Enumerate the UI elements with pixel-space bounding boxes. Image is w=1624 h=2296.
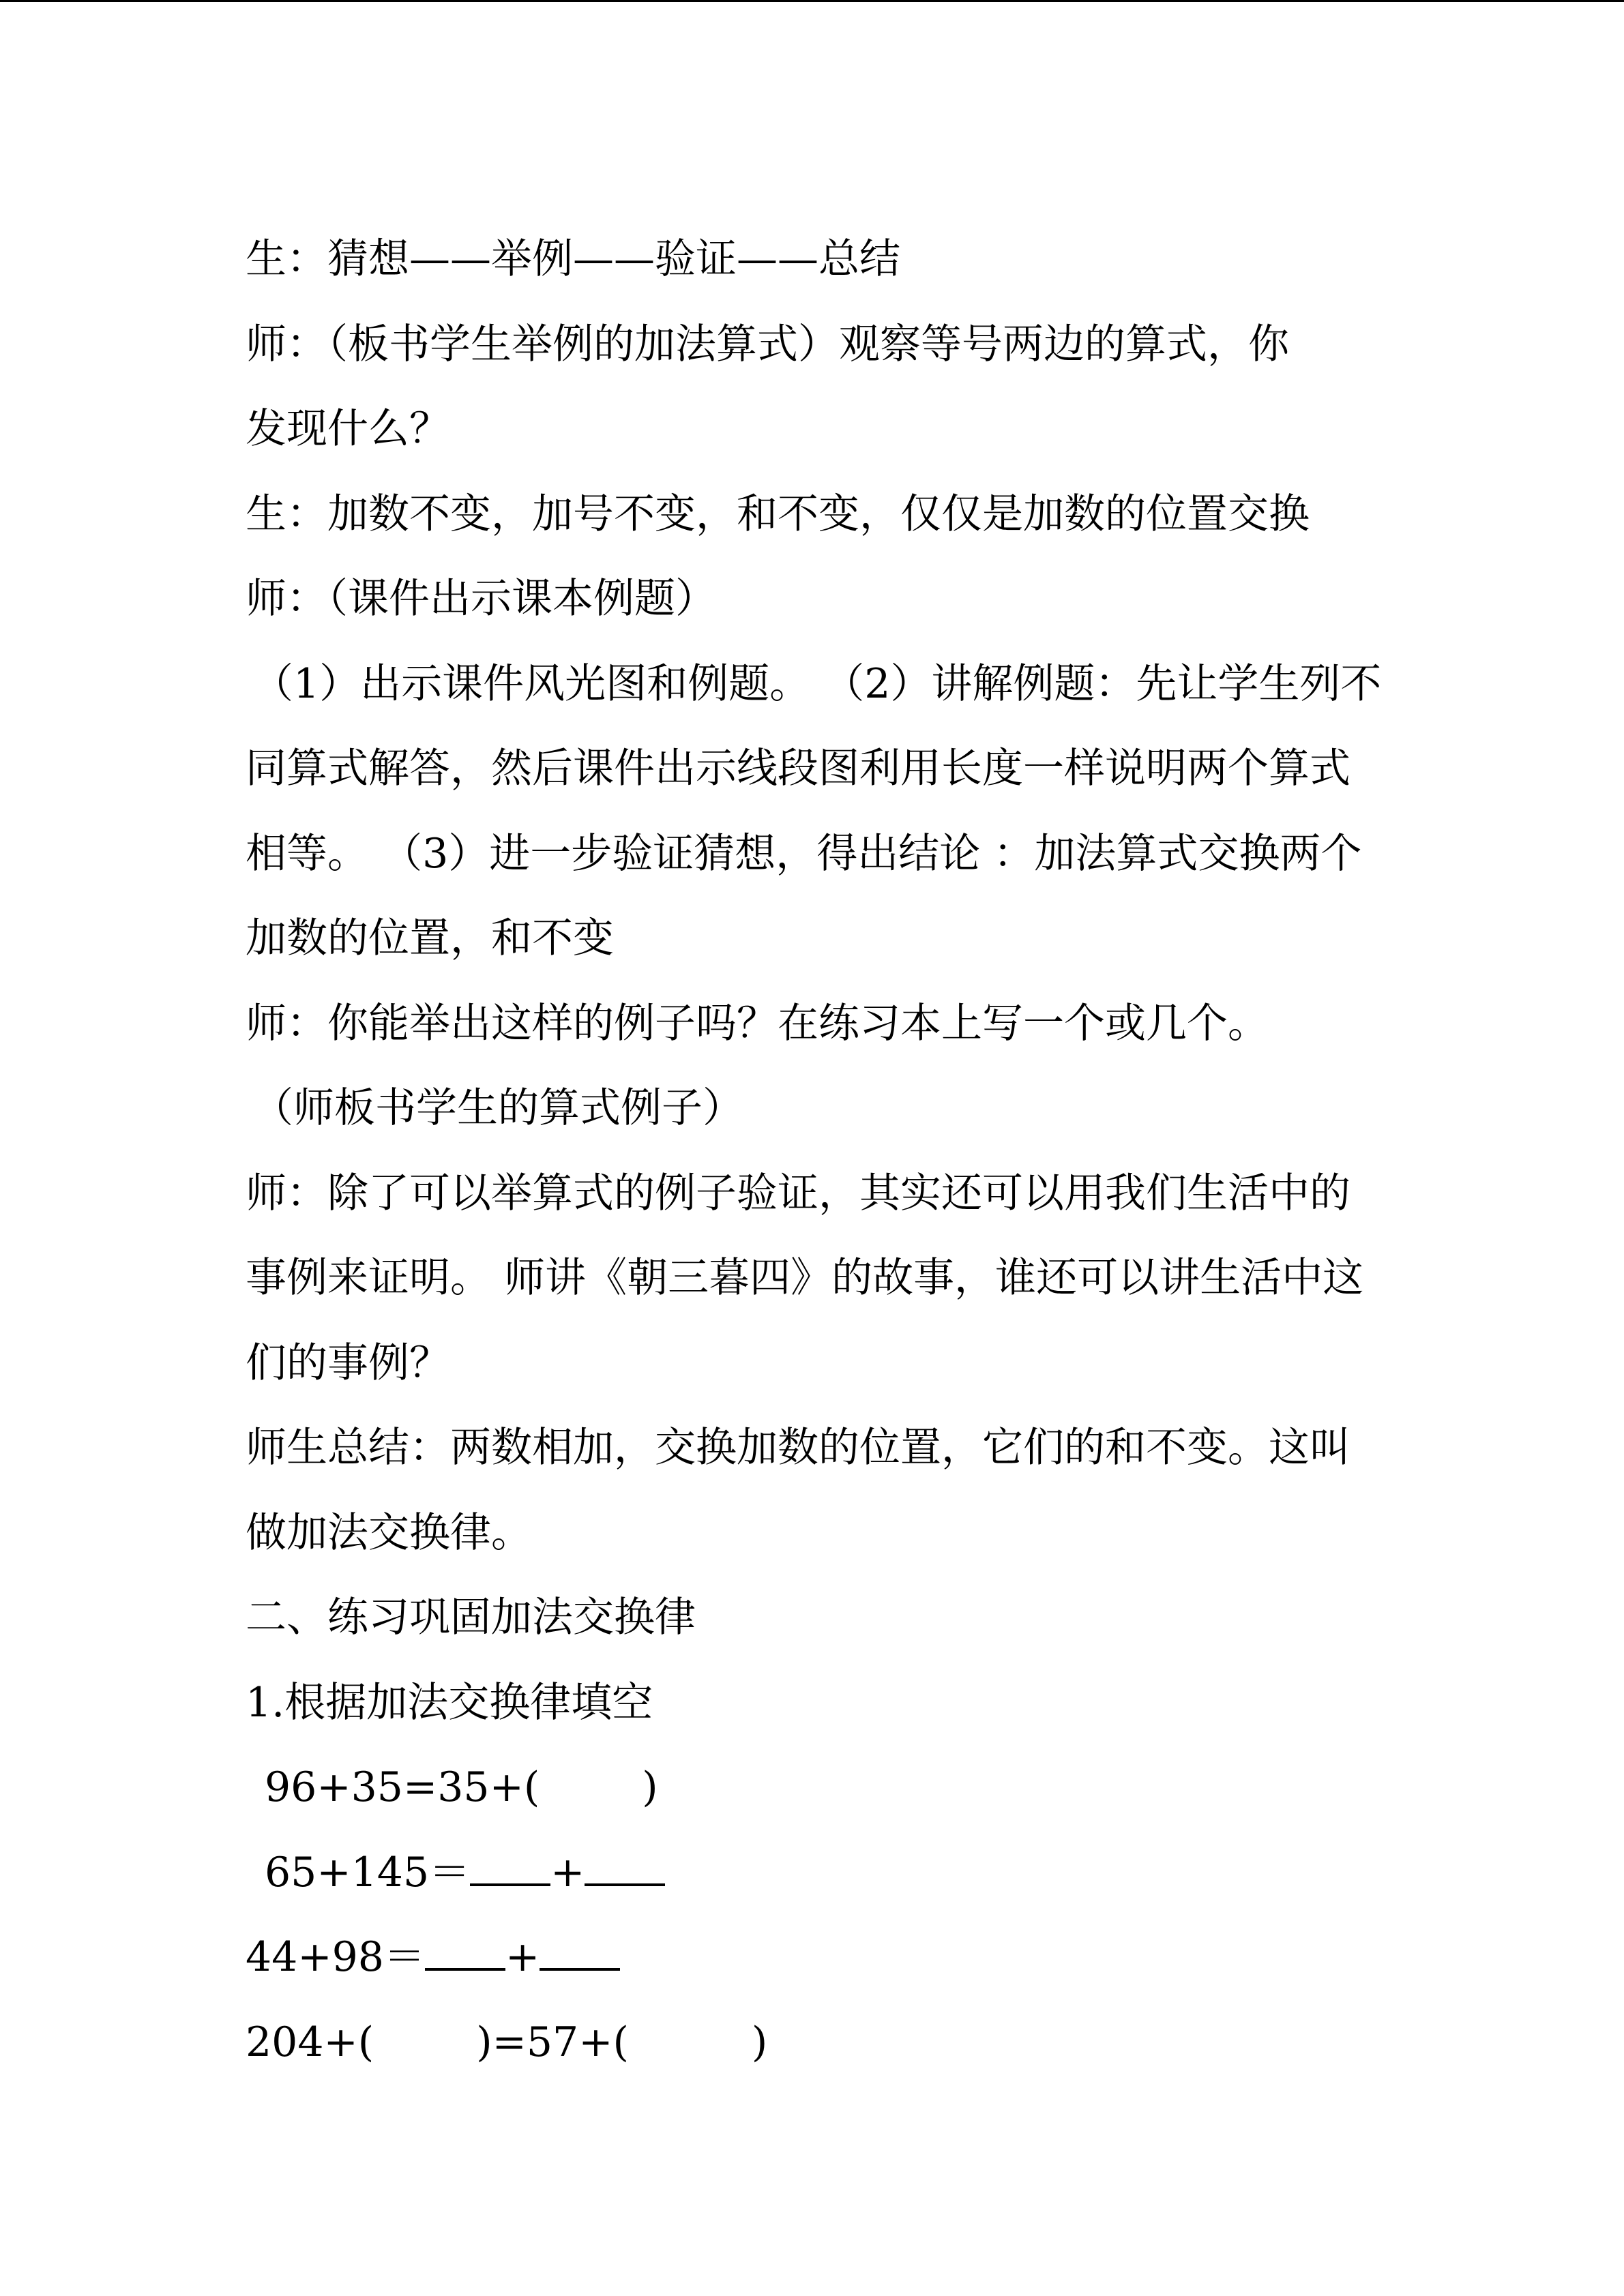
text-line: 生：猜想——举例——验证——总结 bbox=[246, 235, 900, 283]
exercise-4-b: )=57+( bbox=[476, 2018, 629, 2066]
text-line: 师：除了可以举算式的例子验证，其实还可以用我们生活中的 bbox=[246, 1169, 1350, 1217]
text-line: 做加法交换律。 bbox=[246, 1508, 532, 1557]
text-line: 师：（板书学生举例的加法算式）观察等号两边的算式，你 bbox=[246, 320, 1289, 368]
answer-blank[interactable] bbox=[470, 1852, 550, 1886]
exercise-3-left: 44+98＝ bbox=[246, 1933, 425, 1981]
exercise-4-c: ) bbox=[751, 2018, 768, 2066]
section-heading: 二、练习巩固加法交换律 bbox=[246, 1594, 696, 1641]
document-body bbox=[246, 217, 1405, 2085]
text-line: 师：（课件出示课本例题） bbox=[246, 575, 716, 623]
text-line: （师板书学生的算式例子） bbox=[252, 1084, 743, 1132]
answer-blank[interactable] bbox=[425, 1937, 505, 1971]
answer-blank[interactable] bbox=[540, 1937, 620, 1971]
text-line: （1）出示课件风光图和例题。 （2）讲解例题：先让学生列不 bbox=[252, 659, 1382, 708]
exercise-item-2 bbox=[265, 1830, 1405, 1915]
answer-blank[interactable] bbox=[585, 1852, 665, 1886]
text-line: 发现什么？ bbox=[246, 405, 450, 453]
text-line: 们的事例？ bbox=[246, 1339, 450, 1387]
exercise-4-a: 204+( bbox=[246, 2018, 374, 2066]
text-line: 加数的位置，和不变 bbox=[246, 914, 614, 962]
exercise-heading: 1.根据加法交换律填空 bbox=[246, 1678, 653, 1727]
exercise-item-4 bbox=[246, 2000, 1405, 2085]
text-line: 相等。 （3）进一步验证猜想，得出结论 ：加法算式交换两个 bbox=[246, 829, 1362, 878]
text-line: 生：加数不变，加号不变，和不变，仅仅是加数的位置交换 bbox=[246, 490, 1310, 538]
exercise-1-right: ) bbox=[642, 1763, 658, 1811]
exercise-item-3 bbox=[246, 1915, 1405, 2000]
exercise-item-1 bbox=[265, 1745, 1405, 1830]
text-line: 师生总结：两数相加，交换加数的位置，它们的和不变。这叫 bbox=[246, 1424, 1350, 1472]
text-line: 事例来证明。 师讲《朝三暮四》的故事，谁还可以讲生活中这 bbox=[246, 1254, 1364, 1302]
exercise-1-left: 96+35=35+( bbox=[265, 1763, 540, 1811]
page-top-border bbox=[0, 0, 1624, 2]
exercise-2-left: 65+145＝ bbox=[265, 1848, 471, 1896]
exercise-2-plus: + bbox=[550, 1848, 585, 1896]
text-line: 同算式解答，然后课件出示线段图利用长度一样说明两个算式 bbox=[246, 745, 1350, 792]
text-line: 师：你能举出这样的例子吗？在练习本上写一个或几个。 bbox=[246, 999, 1269, 1047]
exercise-3-plus: + bbox=[505, 1933, 540, 1981]
